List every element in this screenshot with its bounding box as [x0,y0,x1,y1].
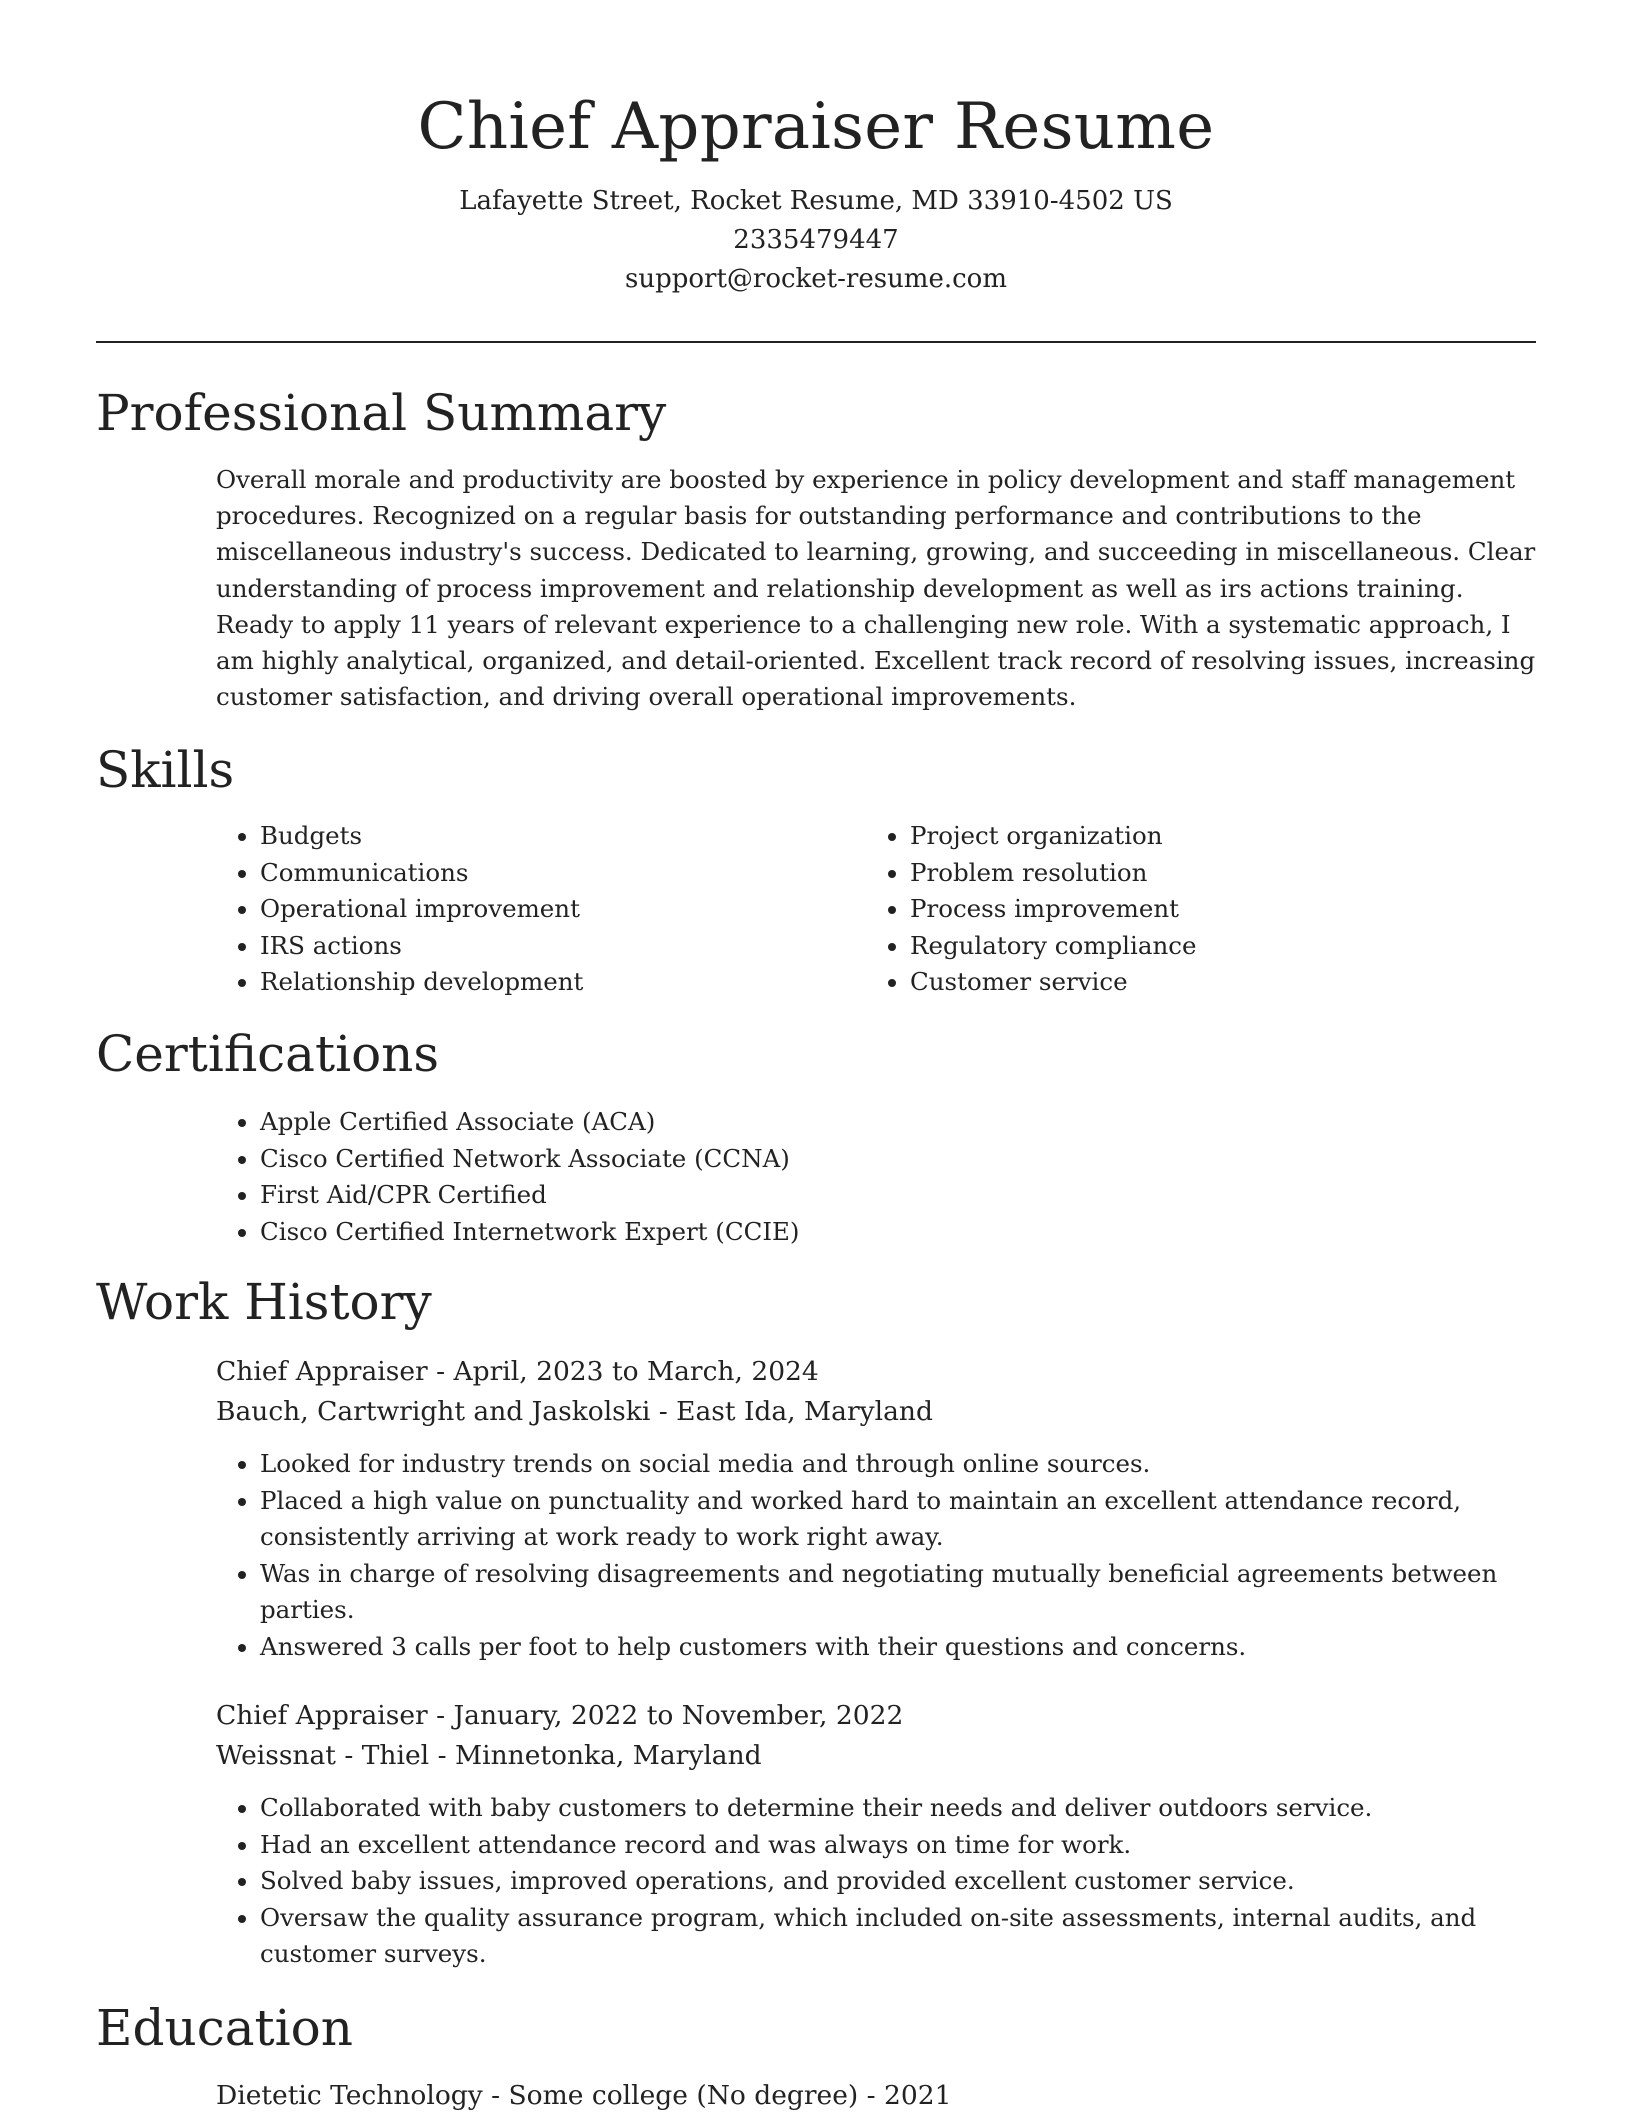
summary-text: Overall morale and productivity are boosted by experience in policy development and staff management procedures. Recognized on a regular basis for outstanding performance and contributions to the miscellaneous industry's success. Dedicated to learning, growing, and succeeding in miscellaneous. Clear understanding of process improvement and relationship development as well as irs actions training. Ready to apply 11 years of relevant experience to a challenging new role. With a systematic approach, I am highly analytical, organized, and detail-oriented. Excellent track record of resolving issues, increasing customer satisfaction, and driving overall operational improvements. [216,465,1536,712]
job-company: Bauch, Cartwright and Jaskolski [216,1396,651,1427]
skill-item: • Communications [260,855,860,892]
job-company: Weissnat - Thiel [216,1740,430,1771]
resume-header [0,0,1632,299]
job-duties-list [216,1790,1590,1973]
job-duty: • Looked for industry trends on social media and through online sources. [260,1446,1550,1483]
certification-item: • Apple Certified Associate (ACA) [260,1104,1560,1141]
skills-list-left [216,818,860,1001]
skill-item: • Process improvement [910,891,1510,928]
skill-item: • IRS actions [260,928,860,965]
separator: - [650,1396,677,1427]
job-dates: January, 2022 to November, 2022 [453,1700,904,1731]
skill-item: • Operational improvement [260,891,860,928]
job-location: Minnetonka, Maryland [454,1740,762,1771]
contact-phone: 2335479447 [733,225,899,255]
job-duty: • Solved baby issues, improved operations, and provided excellent customer service. [260,1863,1590,1900]
job-duty: • Placed a high value on punctuality and worked hard to maintain an excellent attendance record, consistently arriving at work ready to work right away. [260,1483,1550,1556]
job-duties-list [216,1446,1550,1666]
education-heading: Education [96,1999,353,2057]
certification-item: • Cisco Certified Internetwork Expert (CCIE) [260,1214,1560,1251]
job-title-line [216,1696,903,1736]
job-duty: • Oversaw the quality assurance program, which included on-site assessments, internal audits, and customer surveys. [260,1900,1590,1973]
separator: - [427,1700,454,1731]
education-entry: Dietetic Technology - Some college (No degree) - 2021 [216,2080,952,2111]
job-company-line [216,1392,933,1432]
contact-email: support@rocket-resume.com [624,264,1007,294]
work-history-heading: Work History [96,1273,432,1331]
contact-address: Lafayette Street, Rocket Resume, MD 33910-4502 US [459,186,1173,216]
certification-item: • Cisco Certified Network Associate (CCNA) [260,1141,1560,1178]
skill-item: • Budgets [260,818,860,855]
job-location: East Ida, Maryland [676,1396,933,1427]
summary-heading: Professional Summary [96,384,667,442]
certifications-heading: Certifications [96,1025,440,1083]
job-role: Chief Appraiser [216,1700,428,1731]
job-duty: • Had an excellent attendance record and was always on time for work. [260,1827,1590,1864]
job-dates: April, 2023 to March, 2024 [453,1356,819,1387]
skill-item: • Customer service [910,964,1510,1001]
skills-list-right [866,818,1510,1001]
skills-heading: Skills [96,741,235,799]
certification-item: • First Aid/CPR Certified [260,1177,1560,1214]
contact-block [0,182,1632,299]
job-title-line [216,1352,819,1392]
skill-item: • Project organization [910,818,1510,855]
job-duty: • Was in charge of resolving disagreements and negotiating mutually beneficial agreements between parties. [260,1556,1550,1629]
separator: - [429,1740,455,1771]
job-role: Chief Appraiser [216,1356,428,1387]
skill-item: • Problem resolution [910,855,1510,892]
skill-item: • Regulatory compliance [910,928,1510,965]
job-company-line [216,1736,762,1776]
separator: - [427,1356,454,1387]
certifications-list [216,1104,1560,1250]
skill-item: • Relationship development [260,964,860,1001]
header-divider [96,341,1536,343]
job-duty: • Answered 3 calls per foot to help customers with their questions and concerns. [260,1629,1550,1666]
page-title: Chief Appraiser Resume [417,90,1215,164]
job-duty: • Collaborated with baby customers to determine their needs and deliver outdoors service. [260,1790,1590,1827]
